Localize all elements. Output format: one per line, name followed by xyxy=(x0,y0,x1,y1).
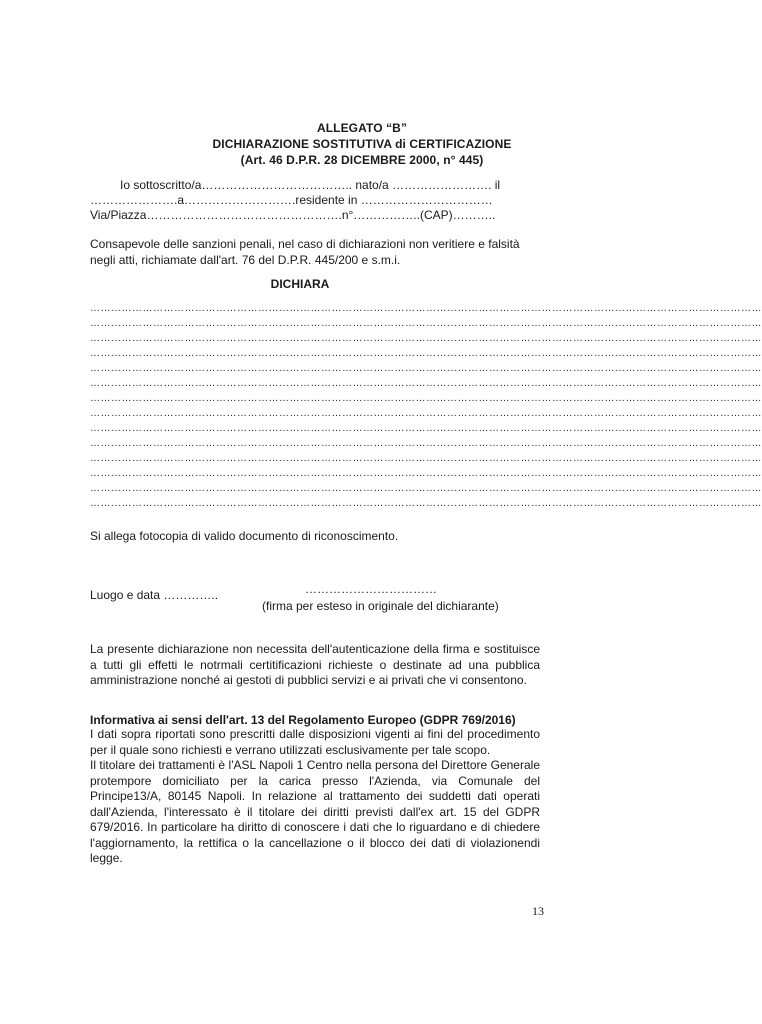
dotted-line: ………………………………………………………………………………………………………………………………………………………………………… xyxy=(90,363,762,374)
form-row-residenza: ………………….a……………………….residente in …………………………… xyxy=(90,193,493,207)
dotted-line: ………………………………………………………………………………………………………………………………………………………………………… xyxy=(90,498,762,509)
consapevole-paragraph: Consapevole delle sanzioni penali, nel caso di dichiarazioni non veritiere e falsità negli atti, richiamate dall'art. 76 del D.P.R. 445/200 e s.m.i. xyxy=(90,237,520,267)
dotted-line: ………………………………………………………………………………………………………………………………………………………………………… xyxy=(90,468,762,479)
informativa-paragraph-1: I dati sopra riportati sono prescritti dalle disposizioni vigenti ai fini del procedimento per il quale sono richiesti e verrano utilizzati esclusivamente per tale scopo. xyxy=(90,727,540,757)
dotted-line: ………………………………………………………………………………………………………………………………………………………………………… xyxy=(90,333,762,344)
dotted-line: ………………………………………………………………………………………………………………………………………………………………………… xyxy=(90,318,762,329)
form-row-nome: Io sottoscritto/a……………………………….. nato/a ……………………. il xyxy=(120,178,501,192)
dotted-line: ………………………………………………………………………………………………………………………………………………………………………… xyxy=(90,453,762,464)
dotted-line: ………………………………………………………………………………………………………………………………………………………………………… xyxy=(90,303,762,314)
header-dichiarazione: DICHIARAZIONE SOSTITUTIVA di CERTIFICAZIONE xyxy=(212,137,512,151)
dotted-line: ………………………………………………………………………………………………………………………………………………………………………… xyxy=(90,408,762,419)
dotted-line: ………………………………………………………………………………………………………………………………………………………………………… xyxy=(90,483,762,494)
presente-paragraph: La presente dichiarazione non necessita dell'autenticazione della firma e sostituisce a tutti gli effetti le notrmali certitificazioni richieste o destinate ad una pubblica amministrazione nonché ai gestoti di pubblici servizi e ai privati che vi consentono. xyxy=(90,642,540,687)
dichiara-heading: DICHIARA xyxy=(270,277,330,291)
dotted-line: ………………………………………………………………………………………………………………………………………………………………………… xyxy=(90,438,762,449)
form-row-indirizzo: Via/Piazza………………………………………….n°……………..(CAP)……….. xyxy=(90,208,496,222)
luogo-data: Luogo e data ………….. xyxy=(90,588,219,602)
informativa-title: Informativa ai sensi dell'art. 13 del Regolamento Europeo (GDPR 769/2016) xyxy=(90,713,516,727)
dotted-line: ………………………………………………………………………………………………………………………………………………………………………… xyxy=(90,348,762,359)
informativa-paragraph-2: Il titolare dei trattamenti è l'ASL Napoli 1 Centro nella persona del Direttore Generale protempore domiciliato per la carica presso l'Azienda, via Comunale del Principe13/A, 80145 Napoli. In relazione al trattamento dei suddetti dati operati dall'Azienda, l'interessato è il titolare dei diritti previsti dall'ex art. 15 del GDPR 679/2016. In particolare ha diritto di conoscere i dati che lo riguardano e di chiedere l'aggiornamento, la rettifica o la cancellazione o il blocco dei dati di violazionendi legge. xyxy=(90,758,540,865)
page-number: 13 xyxy=(532,904,544,918)
allega-text: Si allega fotocopia di valido documento di riconoscimento. xyxy=(90,529,399,543)
firma-label: (firma per esteso in originale del dichiarante) xyxy=(262,599,499,613)
header-block xyxy=(0,120,724,168)
firma-line: …………………………… xyxy=(305,582,437,596)
header-allegato: ALLEGATO “B” xyxy=(316,121,408,135)
dotted-line: ………………………………………………………………………………………………………………………………………………………………………… xyxy=(90,393,762,404)
dotted-line: ………………………………………………………………………………………………………………………………………………………………………… xyxy=(90,423,762,434)
header-articolo: (Art. 46 D.P.R. 28 DICEMBRE 2000, n° 445) xyxy=(240,153,484,167)
dotted-line: ………………………………………………………………………………………………………………………………………………………………………… xyxy=(90,378,762,389)
